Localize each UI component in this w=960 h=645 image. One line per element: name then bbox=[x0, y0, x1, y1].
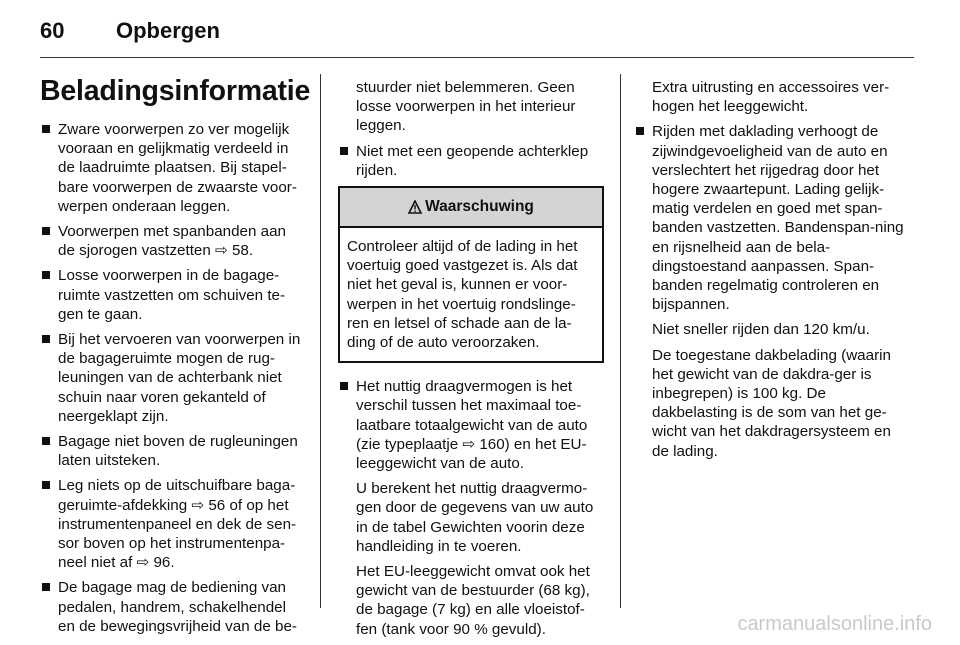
bullet-square-icon bbox=[340, 382, 348, 390]
paragraph: De toegestane dakbelading (waarin het gewicht van de dakdra-ger is inbegrepen) is 100 kg. De dakbelasting is de som van het ge-wicht van het dakdragersysteem en de lading. bbox=[652, 346, 891, 460]
list-item: Het nuttig draagvermogen is het verschil tussen het maximaal toe-laatbare totaalgewicht van de auto (zie typeplaatje ⇨ 160) en het EU-leeggewicht van de auto. bbox=[338, 377, 604, 473]
page-number: 60 bbox=[40, 18, 65, 43]
watermark: carmanualsonline.info bbox=[737, 613, 932, 635]
list-item: Zware voorwerpen zo ver mogelijk vooraan en gelijkmatig verdeeld in de laadruimte plaatsen. Bij stapel-bare voorwerpen de zwaarste voor-werpen onderaan leggen. bbox=[40, 120, 306, 216]
column-divider-2 bbox=[620, 74, 621, 608]
section-title: Opbergen bbox=[116, 18, 220, 43]
column-1 bbox=[40, 74, 311, 642]
column-2 bbox=[338, 78, 604, 645]
bullet-square-icon bbox=[42, 481, 50, 489]
warning-header bbox=[340, 188, 602, 228]
list-item: De bagage mag de bediening van pedalen, handrem, schakelhendel en de bewegingsvrijheid van de be- bbox=[40, 578, 306, 636]
bullet-square-icon bbox=[42, 583, 50, 591]
list-item: Leg niets op de uitschuifbare baga-geruimte-afdekking ⇨ 56 of op het instrumentenpaneel en dek de sen-sor boven op het instrumentenpa-neel niet af ⇨ 96. bbox=[40, 476, 306, 572]
column-3 bbox=[634, 78, 904, 467]
list-item: Voorwerpen met spanbanden aan de sjorogen vastzetten ⇨ 58. bbox=[40, 222, 306, 260]
warning-box bbox=[338, 186, 604, 363]
list-item: Niet met een geopende achterklep rijden. bbox=[338, 142, 604, 180]
continued-text: Extra uitrusting en accessoires ver-hogen het leeggewicht. bbox=[652, 79, 890, 116]
warning-triangle-icon bbox=[408, 200, 422, 214]
bullet-square-icon bbox=[42, 227, 50, 235]
page-title: Beladingsinformatie bbox=[40, 75, 311, 107]
list-item: Bij het vervoeren van voorwerpen in de bagageruimte mogen de rug-leuningen van de achterbank niet schuin naar voren gekanteld of neergeklapt zijn. bbox=[40, 330, 306, 426]
bullet-square-icon bbox=[42, 125, 50, 133]
list-item: Losse voorwerpen in de bagage-ruimte vastzetten om schuiven te-gen te gaan. bbox=[40, 266, 306, 324]
list-item: Bagage niet boven de rugleuningen laten uitsteken. bbox=[40, 432, 306, 470]
bullet-square-icon bbox=[42, 335, 50, 343]
column-divider-1 bbox=[320, 74, 321, 608]
paragraph: U berekent het nuttig draagvermo-gen door de gegevens van uw auto in de tabel Gewichten voorin deze handleiding in te voeren. bbox=[356, 480, 594, 555]
bullet-square-icon bbox=[340, 147, 348, 155]
page-header bbox=[40, 18, 920, 52]
list-item: Rijden met daklading verhoogt de zijwindgevoeligheid van de auto en verslechtert het rijgedrag door het hogere zwaartepunt. Lading gelijk-matig verdelen en goed met span-banden vastzetten. Bandenspan-ning en rijsnelheid aan de bela-dingstoestand aanpassen. Span-banden regelmatig controleren en bijspannen. bbox=[634, 122, 904, 314]
bullet-square-icon bbox=[42, 437, 50, 445]
bullet-square-icon bbox=[42, 271, 50, 279]
continued-text: stuurder niet belemmeren. Geen losse voorwerpen in het interieur leggen. bbox=[356, 79, 576, 135]
bullet-square-icon bbox=[636, 127, 644, 135]
warning-title: Waarschuwing bbox=[425, 198, 534, 216]
warning-text: Controleer altijd of de lading in het voertuig goed vastgezet is. Als dat niet het geval is, kunnen er voor-werpen in het voertuig rondslinge-ren en letsel of schade aan de la-ding of de auto veroorzaken. bbox=[347, 238, 578, 352]
paragraph: Niet sneller rijden dan 120 km/u. bbox=[652, 321, 870, 339]
paragraph: Het EU-leeggewicht omvat ook het gewicht van de bestuurder (68 kg), de bagage (7 kg) en alle vloeistof-fen (tank voor 90 % gevuld). bbox=[356, 563, 590, 638]
header-rule bbox=[40, 57, 914, 58]
